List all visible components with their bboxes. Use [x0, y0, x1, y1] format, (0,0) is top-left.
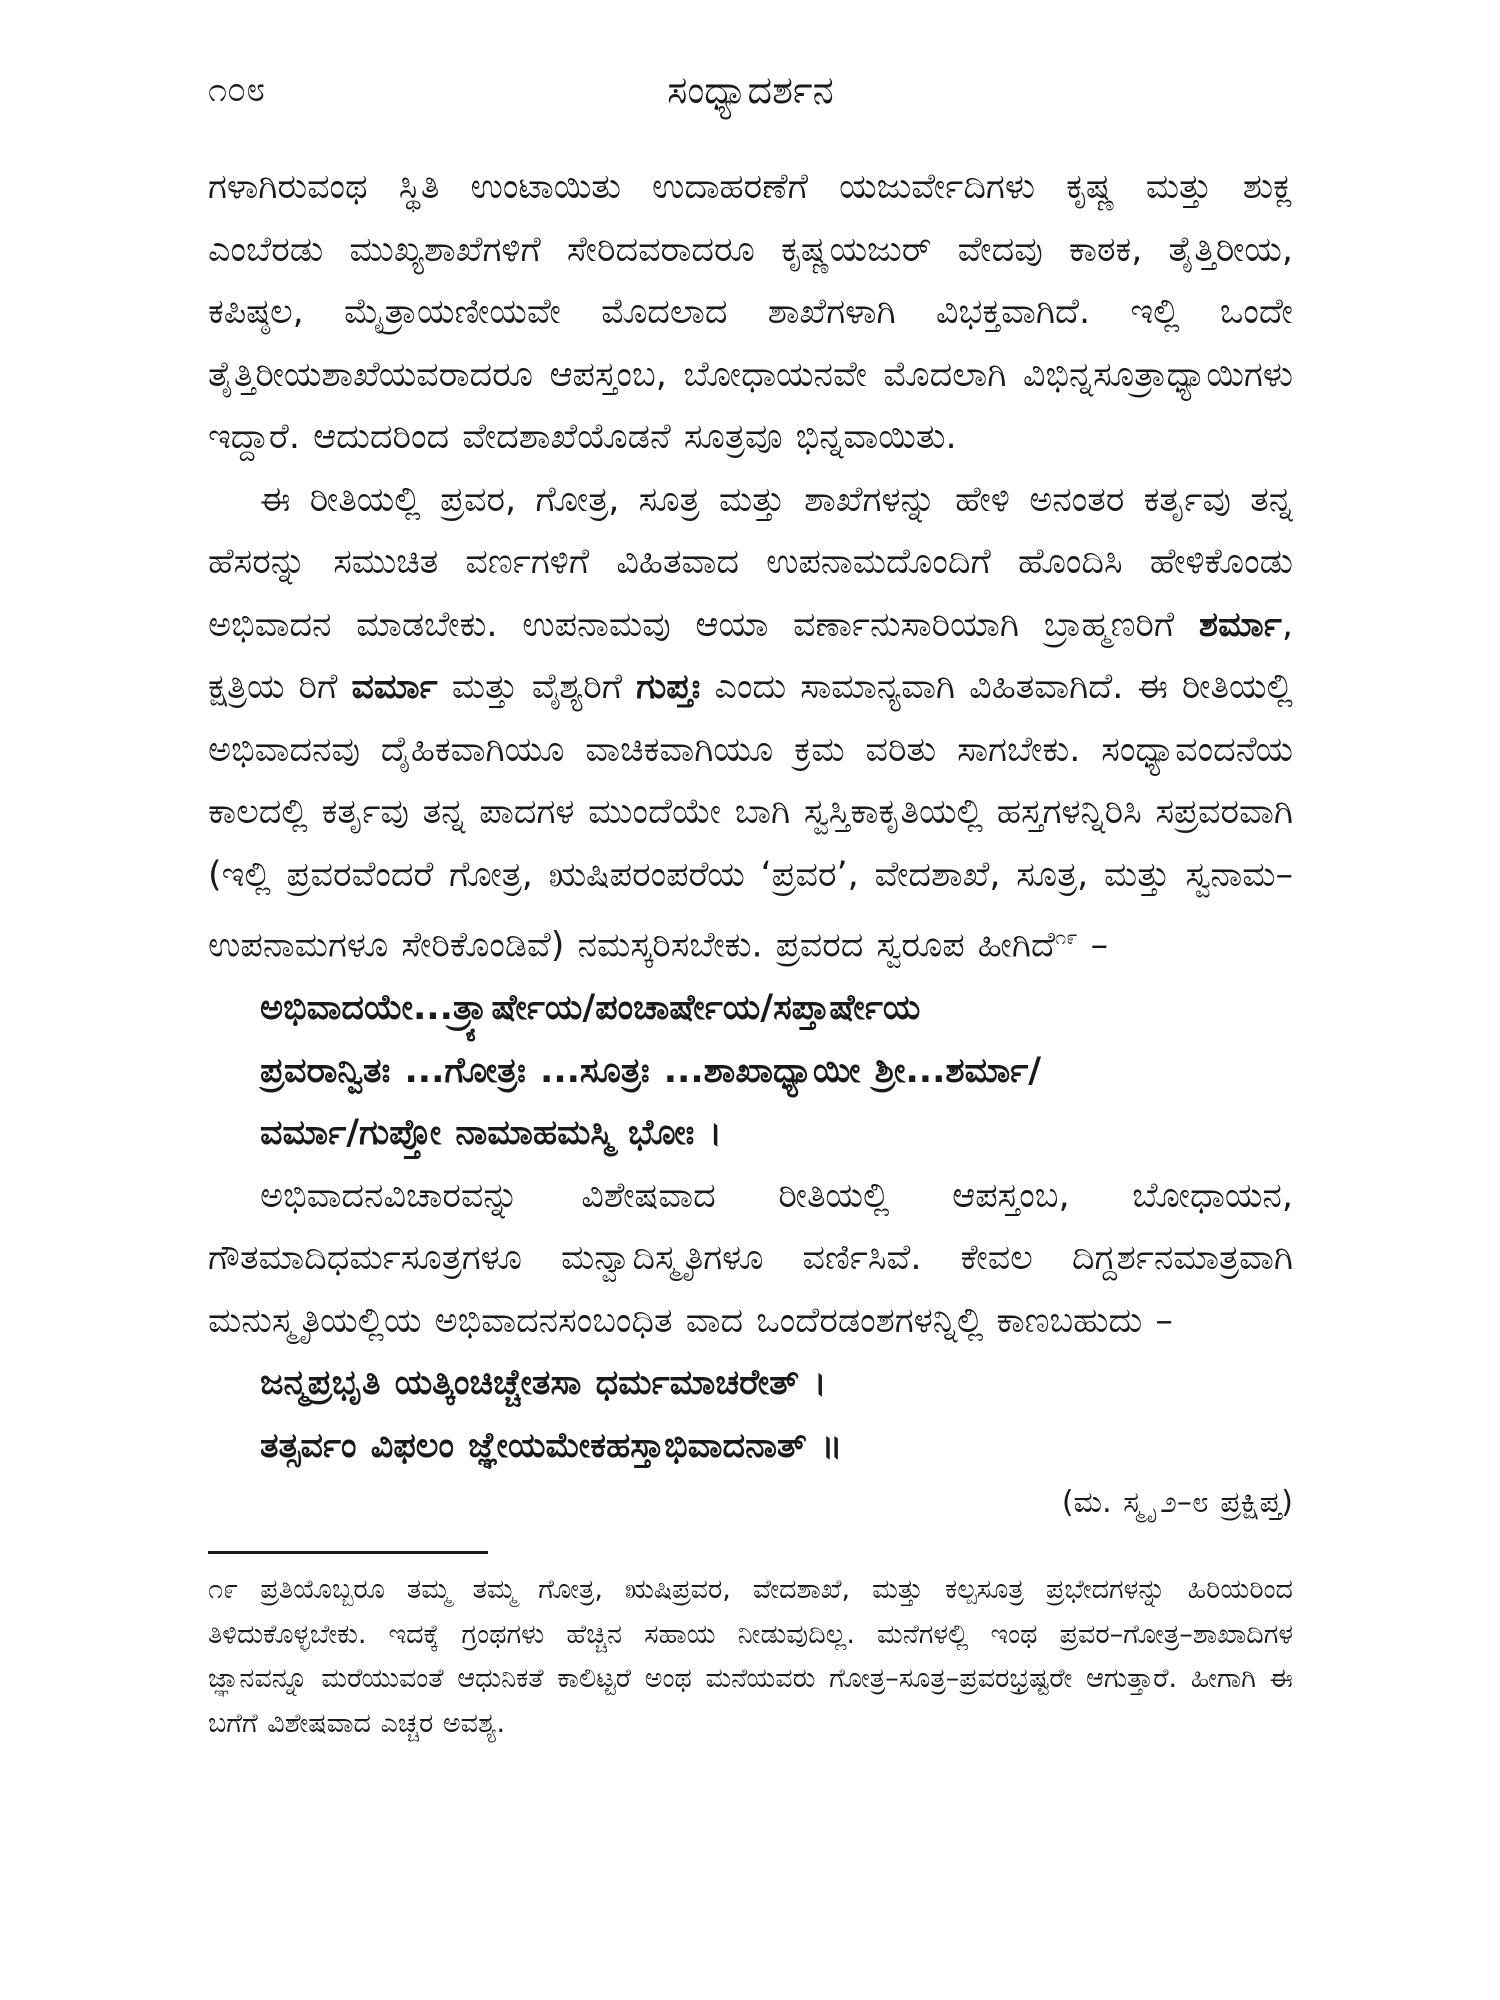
book-page	[208, 70, 1293, 1950]
paragraph-2-text-d: ಎಂದು ಸಾಮಾನ್ಯವಾಗಿ ವಿಹಿತವಾಗಿದೆ. ಈ ರೀತಿಯಲ್ಲಿ ಅಭಿವಾದನವು ದೈಹಿಕವಾಗಿಯೂ ವಾಚಿಕವಾಗಿಯೂ ಕ್ರಮ ವರಿತು ಸಾಗಬೇಕು. ಸಂಧ್ಯಾವಂದನೆಯ ಕಾಲದಲ್ಲಿ ಕರ್ತೃವು ತನ್ನ ಪಾದಗಳ ಮುಂದೆಯೇ ಬಾಗಿ ಸ್ವಸ್ತಿಕಾಕೃತಿಯಲ್ಲಿ ಹಸ್ತಗಳನ್ನಿರಿಸಿ ಸಪ್ರವರವಾಗಿ (ಇಲ್ಲಿ ಪ್ರವರವೆಂದರೆ ಗೋತ್ರ, ಋಷಿಪರಂಪರೆಯ ‘ಪ್ರವರ’, ವೇದಶಾಖೆ, ಸೂತ್ರ, ಮತ್ತು ಸ್ವನಾಮ–ಉಪನಾಮಗಳೂ ಸೇರಿಕೊಂಡಿವೆ) ನಮಸ್ಕರಿಸಬೇಕು. ಪ್ರವರದ ಸ್ವರೂಪ ಹೀಗಿದೆ	[208, 667, 1293, 966]
footnote-marker: ೧೯	[208, 1574, 239, 1606]
paragraph-2-text-a: ಈ ರೀತಿಯಲ್ಲಿ ಪ್ರವರ, ಗೋತ್ರ, ಸೂತ್ರ ಮತ್ತು ಶಾಖೆಗಳನ್ನು ಹೇಳಿ ಅನಂತರ ಕರ್ತೃವು ತನ್ನ ಹೆಸರನ್ನು ಸಮುಚಿತ ವರ್ಣಗಳಿಗೆ ವಿಹಿತವಾದ ಉಪನಾಮದೊಂದಿಗೆ ಹೊಂದಿಸಿ ಹೇಳಿಕೊಂಡು ಅಭಿವಾದನ ಮಾಡಬೇಕು. ಉಪನಾಮವು ಆಯಾ ವರ್ಣಾನುಸಾರಿಯಾಗಿ ಬ್ರಾಹ್ಮಣರಿಗೆ	[208, 479, 1293, 645]
footnote-text: ಪ್ರತಿಯೊಬ್ಬರೂ ತಮ್ಮ ತಮ್ಮ ಗೋತ್ರ, ಋಷಿಪ್ರವರ, ವೇದಶಾಖೆ, ಮತ್ತು ಕಲ್ಪಸೂತ್ರ ಪ್ರಭೇದಗಳನ್ನು ಹಿರಿಯರಿಂದ ತಿಳಿದುಕೊಳ್ಳಬೇಕು. ಇದಕ್ಕೆ ಗ್ರಂಥಗಳು ಹೆಚ್ಚಿನ ಸಹಾಯ ನೀಡುವುದಿಲ್ಲ. ಮನೆಗಳಲ್ಲಿ ಇಂಥ ಪ್ರವರ–ಗೋತ್ರ–ಶಾಖಾದಿಗಳ ಜ್ಞಾನವನ್ನೂ ಮರೆಯುವಂತೆ ಆಧುನಿಕತೆ ಕಾಲಿಟ್ಟರೆ ಅಂಥ ಮನೆಯವರು ಗೋತ್ರ–ಸೂತ್ರ–ಪ್ರವರಭ್ರಷ್ಟರೇ ಆಗುತ್ತಾರೆ. ಹೀಗಾಗಿ ಈ ಬಗೆಗೆ ವಿಶೇಷವಾದ ಎಚ್ಚರ ಅವಶ್ಯ.	[208, 1574, 1293, 1739]
bold-term-sharma: ಶರ್ಮಾ	[1198, 604, 1282, 645]
verse-line: ವರ್ಮಾ/ಗುಪ್ತೋ ನಾಮಾಹಮಸ್ಮಿ ಭೋಃ ।	[260, 1113, 722, 1154]
verse-citation: (ಮ. ಸ್ಮೃ ೨–೮ ಪ್ರಕ್ಷಿಪ್ತ)	[1061, 1485, 1293, 1521]
paragraph-1: ಗಳಾಗಿರುವಂಥ ಸ್ಥಿತಿ ಉಂಟಾಯಿತು ಉದಾಹರಣೆಗೆ ಯಜುರ್ವೇದಿಗಳು ಕೃಷ್ಣ ಮತ್ತು ಶುಕ್ಲ ಎಂಬೆರಡು ಮುಖ್ಯಶಾಖೆಗಳಿಗೆ ಸೇರಿದವರಾದರೂ ಕೃಷ್ಣಯಜುರ್ ವೇದವು ಕಾಠಕ, ತೈತ್ತಿರೀಯ, ಕಪಿಷ್ಠಲ, ಮೈತ್ರಾಯಣೀಯವೇ ಮೊದಲಾದ ಶಾಖೆಗಳಾಗಿ ವಿಭಕ್ತವಾಗಿದೆ. ಇಲ್ಲಿ ಒಂದೇ ತೈತ್ತಿರೀಯಶಾಖೆಯವರಾದರೂ ಆಪಸ್ತಂಬ, ಬೋಧಾಯನವೇ ಮೊದಲಾಗಿ ವಿಭಿನ್ನಸೂತ್ರಾಧ್ಯಾಯಿಗಳು ಇದ್ದಾರೆ. ಆದುದರಿಂದ ವೇದಶಾಖೆಯೊಡನೆ ಸೂತ್ರವೂ ಭಿನ್ನವಾಯಿತು.	[208, 167, 1293, 457]
body-text	[208, 156, 1293, 1529]
footnote-divider	[208, 1551, 488, 1554]
verse-line: ಅಭಿವಾದಯೇ...ತ್ರ್ಯಾರ್ಷೇಯ/ಪಂಚಾರ್ಷೇಯ/ಸಪ್ತಾರ್ಷೇಯ	[260, 988, 921, 1029]
bold-term-varma: ವರ್ಮಾ	[351, 667, 438, 707]
verse-abhivadaye	[208, 977, 1293, 1165]
running-head	[208, 70, 1293, 130]
paragraph-2	[208, 469, 1293, 978]
paragraph-2-text-b: , ಕ್ಷತ್ರಿಯ ರಿಗೆ	[208, 604, 1293, 707]
verse-line: ತತ್ಸರ್ವಂ ವಿಫಲಂ ಜ್ಞೇಯಮೇಕಹಸ್ತಾಭಿವಾದನಾತ್ ॥	[260, 1425, 843, 1466]
bold-term-guptah: ಗುಪ್ತಃ	[636, 667, 701, 707]
footnote	[208, 1568, 1293, 1746]
footnote-reference: ೧೯	[1055, 925, 1078, 949]
page-number: ೧೦೮	[208, 70, 266, 110]
verse-line: ಜನ್ಮಪ್ರಭೃತಿ ಯತ್ಕಿಂಚಿಚ್ಚೇತಸಾ ಧರ್ಮಮಾಚರೇತ್ ।	[260, 1363, 827, 1404]
paragraph-3: ಅಭಿವಾದನವಿಚಾರವನ್ನು ವಿಶೇಷವಾದ ರೀತಿಯಲ್ಲಿ ಆಪಸ್ತಂಬ, ಬೋಧಾಯನ, ಗೌತಮಾದಿಧರ್ಮಸೂತ್ರಗಳೂ ಮನ್ವಾದಿಸ್ಮೃತಿಗಳೂ ವರ್ಣಿಸಿವೆ. ಕೇವಲ ದಿಗ್ದರ್ಶನಮಾತ್ರವಾಗಿ ಮನುಸ್ಮೃತಿಯಲ್ಲಿಯ ಅಭಿವಾದನಸಂಬಂಧಿತ ವಾದ ಒಂದೆರಡಂಶಗಳನ್ನಿಲ್ಲಿ ಕಾಣಬಹುದು –	[208, 1175, 1293, 1341]
paragraph-2-text-c: ಮತ್ತು ವೈಶ್ಯರಿಗೆ	[437, 667, 637, 707]
verse-janmaprabhrti	[208, 1352, 1293, 1477]
paragraph-2-tail: –	[1077, 925, 1109, 966]
verse-line: ಪ್ರವರಾನ್ವಿತಃ ...ಗೋತ್ರಃ ...ಸೂತ್ರಃ ...ಶಾಖಾಧ್ಯಾಯೀ ಶ್ರೀ...ಶರ್ಮಾ/	[260, 1050, 1042, 1091]
running-title: ಸಂಧ್ಯಾದರ್ಶನ	[667, 68, 834, 112]
